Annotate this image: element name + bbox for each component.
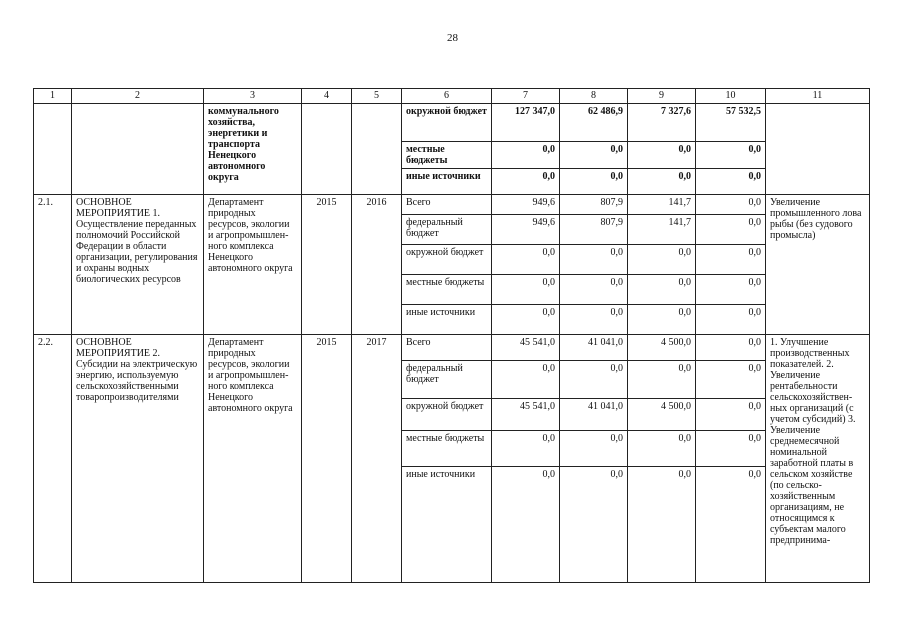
source-cell: местные бюджеты: [402, 142, 492, 169]
budget-table: [33, 88, 870, 583]
end-year-cell: 2016: [352, 195, 402, 335]
start-year-cell: 2015: [302, 195, 352, 335]
table-row: [34, 104, 870, 142]
column-number: 6: [402, 89, 492, 104]
page-number: 28: [447, 32, 458, 44]
value-cell: 0,0: [696, 245, 766, 275]
column-number: 4: [302, 89, 352, 104]
measure-number-cell: 2.2.: [34, 335, 72, 583]
value-cell: 0,0: [628, 305, 696, 335]
column-number: 5: [352, 89, 402, 104]
value-cell: 807,9: [560, 215, 628, 245]
result-cell: 1. Улучшение производственных показателей. 2. Увеличение рентабельности сельскохозяйствен-ных организаций (с учетом субсидий) 3. Увеличение среднемесячной номинальной заработной платы в сельском хозяйстве (по сельско-хозяйственным организациям, не относящимся к субъектам малого предпринима-: [766, 335, 870, 583]
value-cell: 0,0: [696, 335, 766, 361]
value-cell: 0,0: [560, 245, 628, 275]
value-cell: 0,0: [696, 399, 766, 431]
value-cell: 0,0: [696, 305, 766, 335]
value-cell: 0,0: [560, 361, 628, 399]
value-cell: 949,6: [492, 215, 560, 245]
result-cell: Увеличение промышленного лова рыбы (без судового промысла): [766, 195, 870, 335]
value-cell: 0,0: [628, 169, 696, 195]
source-cell: федеральный бюджет: [402, 361, 492, 399]
value-cell: 41 041,0: [560, 399, 628, 431]
source-cell: федеральный бюджет: [402, 215, 492, 245]
value-cell: 0,0: [696, 142, 766, 169]
value-cell: 0,0: [560, 431, 628, 467]
executor-cell: Департамент природных ресурсов, экологии и агропромышлен-ного комплекса Ненецкого автономного округа: [204, 335, 302, 583]
value-cell: 0,0: [696, 361, 766, 399]
value-cell: 127 347,0: [492, 104, 560, 142]
table-row: [34, 335, 870, 361]
source-cell: окружной бюджет: [402, 399, 492, 431]
value-cell: 0,0: [492, 245, 560, 275]
value-cell: 807,9: [560, 195, 628, 215]
value-cell: 0,0: [696, 195, 766, 215]
value-cell: 0,0: [628, 275, 696, 305]
value-cell: 57 532,5: [696, 104, 766, 142]
column-number: 2: [72, 89, 204, 104]
value-cell: 0,0: [492, 142, 560, 169]
value-cell: 62 486,9: [560, 104, 628, 142]
value-cell: 0,0: [696, 275, 766, 305]
end-year-cell: 2017: [352, 335, 402, 583]
value-cell: 41 041,0: [560, 335, 628, 361]
value-cell: 0,0: [696, 431, 766, 467]
measure-number-cell: 2.1.: [34, 195, 72, 335]
start-year-cell: [302, 104, 352, 195]
value-cell: 0,0: [696, 169, 766, 195]
source-cell: Всего: [402, 195, 492, 215]
value-cell: 0,0: [492, 361, 560, 399]
column-number: 1: [34, 89, 72, 104]
value-cell: 45 541,0: [492, 335, 560, 361]
column-number: 7: [492, 89, 560, 104]
source-cell: Всего: [402, 335, 492, 361]
source-cell: окружной бюджет: [402, 104, 492, 142]
source-cell: местные бюджеты: [402, 431, 492, 467]
value-cell: 0,0: [492, 305, 560, 335]
value-cell: 0,0: [628, 467, 696, 583]
value-cell: 4 500,0: [628, 335, 696, 361]
measure-name-cell: ОСНОВНОЕ МЕРОПРИЯТИЕ 2. Субсидии на электрическую энергию, используемую сельскохозяйственными товаропроизводителями: [72, 335, 204, 583]
value-cell: 0,0: [560, 305, 628, 335]
value-cell: 949,6: [492, 195, 560, 215]
start-year-cell: 2015: [302, 335, 352, 583]
executor-cell: коммунального хозяйства, энергетики и транспорта Ненецкого автономного округа: [204, 104, 302, 195]
source-cell: местные бюджеты: [402, 275, 492, 305]
source-cell: иные источники: [402, 169, 492, 195]
value-cell: 0,0: [492, 467, 560, 583]
value-cell: 0,0: [628, 142, 696, 169]
measure-name-cell: ОСНОВНОЕ МЕРОПРИЯТИЕ 1. Осуществление переданных полномочий Российской Федерации в области организации, регулирования и охраны водных биологических ресурсов: [72, 195, 204, 335]
source-cell: иные источники: [402, 467, 492, 583]
value-cell: 0,0: [696, 467, 766, 583]
value-cell: 7 327,6: [628, 104, 696, 142]
value-cell: 0,0: [628, 361, 696, 399]
executor-cell: Департамент природных ресурсов, экологии и агропромышлен-ного комплекса Ненецкого автономного округа: [204, 195, 302, 335]
value-cell: 45 541,0: [492, 399, 560, 431]
measure-name-cell: [72, 104, 204, 195]
value-cell: 141,7: [628, 215, 696, 245]
value-cell: 0,0: [492, 169, 560, 195]
value-cell: 4 500,0: [628, 399, 696, 431]
table-row: [34, 195, 870, 215]
number-cell: [34, 104, 72, 195]
header-row: [34, 89, 870, 104]
column-number: 11: [766, 89, 870, 104]
value-cell: 0,0: [492, 431, 560, 467]
source-cell: окружной бюджет: [402, 245, 492, 275]
column-number: 3: [204, 89, 302, 104]
value-cell: 0,0: [628, 245, 696, 275]
source-cell: иные источники: [402, 305, 492, 335]
value-cell: 141,7: [628, 195, 696, 215]
column-number: 10: [696, 89, 766, 104]
column-number: 8: [560, 89, 628, 104]
value-cell: 0,0: [560, 169, 628, 195]
value-cell: 0,0: [560, 467, 628, 583]
result-cell: [766, 104, 870, 195]
value-cell: 0,0: [492, 275, 560, 305]
value-cell: 0,0: [560, 142, 628, 169]
value-cell: 0,0: [696, 215, 766, 245]
value-cell: 0,0: [560, 275, 628, 305]
value-cell: 0,0: [628, 431, 696, 467]
column-number: 9: [628, 89, 696, 104]
end-year-cell: [352, 104, 402, 195]
